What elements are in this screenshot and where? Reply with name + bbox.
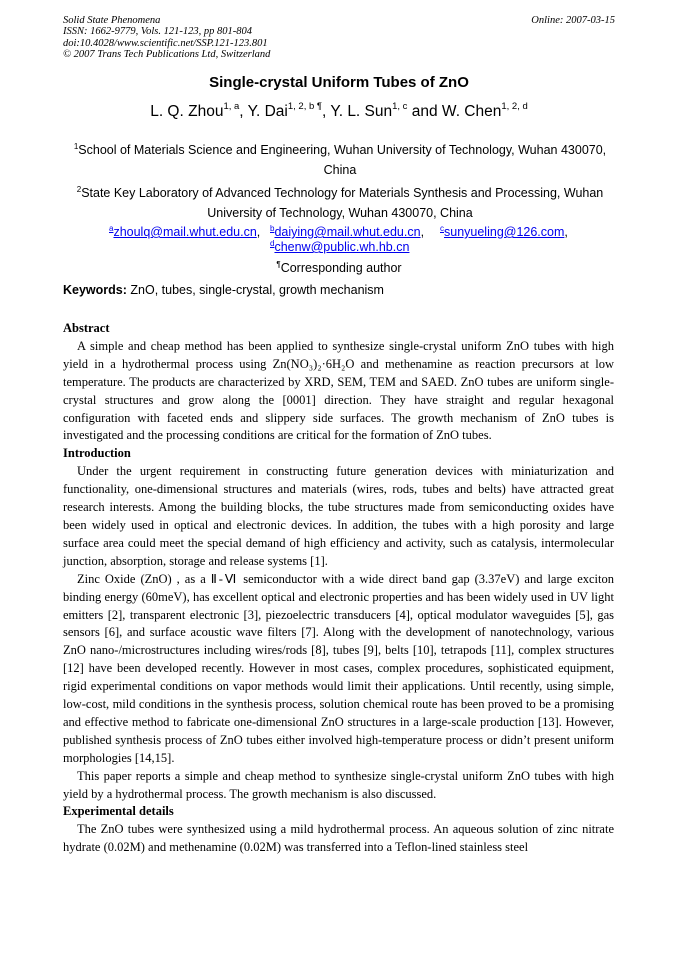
email-entry xyxy=(270,240,409,254)
email-marker: b xyxy=(270,224,275,233)
corresponding-text: Corresponding author xyxy=(280,261,402,275)
author-list xyxy=(0,103,678,121)
email-separator: , xyxy=(256,225,261,239)
introduction-paragraph: This paper reports a simple and cheap method to synthesize single-crystal uniform ZnO tubes with high yield by a hydrothermal process. The growth mechanism is also discussed. xyxy=(63,768,614,801)
journal-name: Solid State Phenomena xyxy=(63,15,161,26)
email-link[interactable]: zhoulq@mail.whut.edu.cn xyxy=(113,225,257,239)
issn-line: ISSN: 1662-9779, Vols. 121-123, pp 801-804 xyxy=(63,26,252,38)
affiliation-1 xyxy=(70,140,610,180)
affiliation-2 xyxy=(70,183,610,223)
author-separator: , xyxy=(322,103,331,120)
affiliation-text: State Key Laboratory of Advanced Technology for Materials Synthesis and Processing, Wuhan University of Technology, Wuhan 430070, China xyxy=(81,186,604,220)
doi-line: doi:10.4028/www.scientific.net/SSP.121-123.801 xyxy=(63,37,268,49)
corresponding-marker: ¶ xyxy=(276,260,281,269)
section-heading-abstract: Abstract xyxy=(63,321,110,335)
introduction-paragraph: Zinc Oxide (ZnO) , as a Ⅱ-Ⅵ semiconductor with a wide direct band gap (3.37eV) and large exciton binding energy (60meV), has excellent optical and electronic properties and has been widely used in UV light emitters [2], transparent electronic [3], piezoelectric transducers [4], optical modulator waveguides [5], gas sensors [6], and surface acoustic wave filters [7]. Along with the development of nanotechnology, various ZnO nano-/microstructures including wires/rods [8], tubes [9], belts [10], tetrapods [11], complex structures [12] have been developed recently. However in most cases, complex procedures, sophisticated equipment, rigid experimental conditions on vapor methods would limit their applications. Until recently, using simple, low-cost, mild conditions in the synthesis process, solution chemical route has been proved to be a promising and effective method to fabricate one-dimensional ZnO structures in a large-scale production [13]. However, published synthesis process of ZnO tubes either involved high-temperature process or didn’t present uniform morphologies [14,15]. xyxy=(63,571,614,765)
affiliation-text: School of Materials Science and Engineering, Wuhan University of Technology, Wuhan 430070, China xyxy=(78,143,607,177)
paper-title: Single-crystal Uniform Tubes of ZnO xyxy=(209,74,469,91)
journal-header xyxy=(63,15,270,60)
copyright-line: © 2007 Trans Tech Publications Ltd, Switzerland xyxy=(63,48,271,60)
author-affiliation-marker: 1, c xyxy=(392,101,408,112)
section-heading-introduction: Introduction xyxy=(63,446,131,461)
email-separator: , xyxy=(564,225,568,239)
author-separator: , xyxy=(239,103,248,120)
email-link[interactable]: chenw@public.wh.hb.cn xyxy=(274,240,410,254)
author-affiliation-marker: 1, 2, d xyxy=(501,101,528,112)
keywords xyxy=(63,283,384,297)
email-entry xyxy=(109,225,260,239)
email-separator: , xyxy=(420,225,425,239)
affiliation-marker: 1 xyxy=(73,142,79,151)
corresponding-author-note xyxy=(0,261,678,275)
author-name: L. Q. Zhou xyxy=(150,103,224,120)
section-heading-experimental: Experimental details xyxy=(63,804,174,819)
email-entry xyxy=(440,225,568,239)
email-marker: c xyxy=(440,224,444,233)
email-link[interactable]: daiying@mail.whut.edu.cn xyxy=(274,225,421,239)
affiliation-marker: 2 xyxy=(76,185,82,194)
author-name: Y. L. Sun xyxy=(330,103,393,120)
keywords-text: ZnO, tubes, single-crystal, growth mechanism xyxy=(130,283,384,297)
email-marker: a xyxy=(109,224,114,233)
introduction-paragraph: Under the urgent requirement in constructing future generation devices with miniaturization and functionality, one-dimensional structures and materials (wires, rods, tubes and belts) have attracted great research interests. Among the building blocks, the tube structures made from semiconducting oxides have been widely used in optical and electronic devices. In addition, the tubes with a high porosity and large surface area could meet the special demand of high efficiency and activity, such as catalysis, intermolecular junction, absorption, storage and release systems [1]. xyxy=(63,464,614,568)
abstract-paragraph: A simple and cheap method has been applied to synthesize single-crystal uniform ZnO tubes with high yield in a hydrothermal process using Zn(NO₃)₂·6H₂O and methenamine as reaction precursors at low temperature. The products are characterized by XRD, SEM, TEM and SAED. ZnO tubes are uniform single-crystal structures and grow along the [0001] direction. They have straight and regular hexagonal configuration with faceted ends and slippery side surfaces. The growth mechanism of ZnO tubes is investigated and the processing conditions are critical for the formation of ZnO tubes. xyxy=(63,338,614,443)
paper-body xyxy=(63,320,614,857)
email-marker: d xyxy=(270,239,275,248)
author-affiliation-marker: 1, a xyxy=(223,101,240,112)
online-date: Online: 2007-03-15 xyxy=(531,15,615,26)
keywords-label: Keywords: xyxy=(63,283,127,297)
email-link[interactable]: sunyueling@126.com xyxy=(444,225,565,239)
author-name: W. Chen xyxy=(441,103,502,120)
author-separator: and xyxy=(407,103,442,120)
experimental-paragraph: The ZnO tubes were synthesized using a mild hydrothermal process. An aqueous solution of zinc nitrate hydrate (0.02M) and methenamine (0.02M) was transferred into a Teflon-lined stainless steel xyxy=(63,822,614,855)
email-entry xyxy=(270,225,424,239)
author-name: Y. Dai xyxy=(247,103,288,120)
author-affiliation-marker: 1, 2, b ¶ xyxy=(287,101,323,112)
